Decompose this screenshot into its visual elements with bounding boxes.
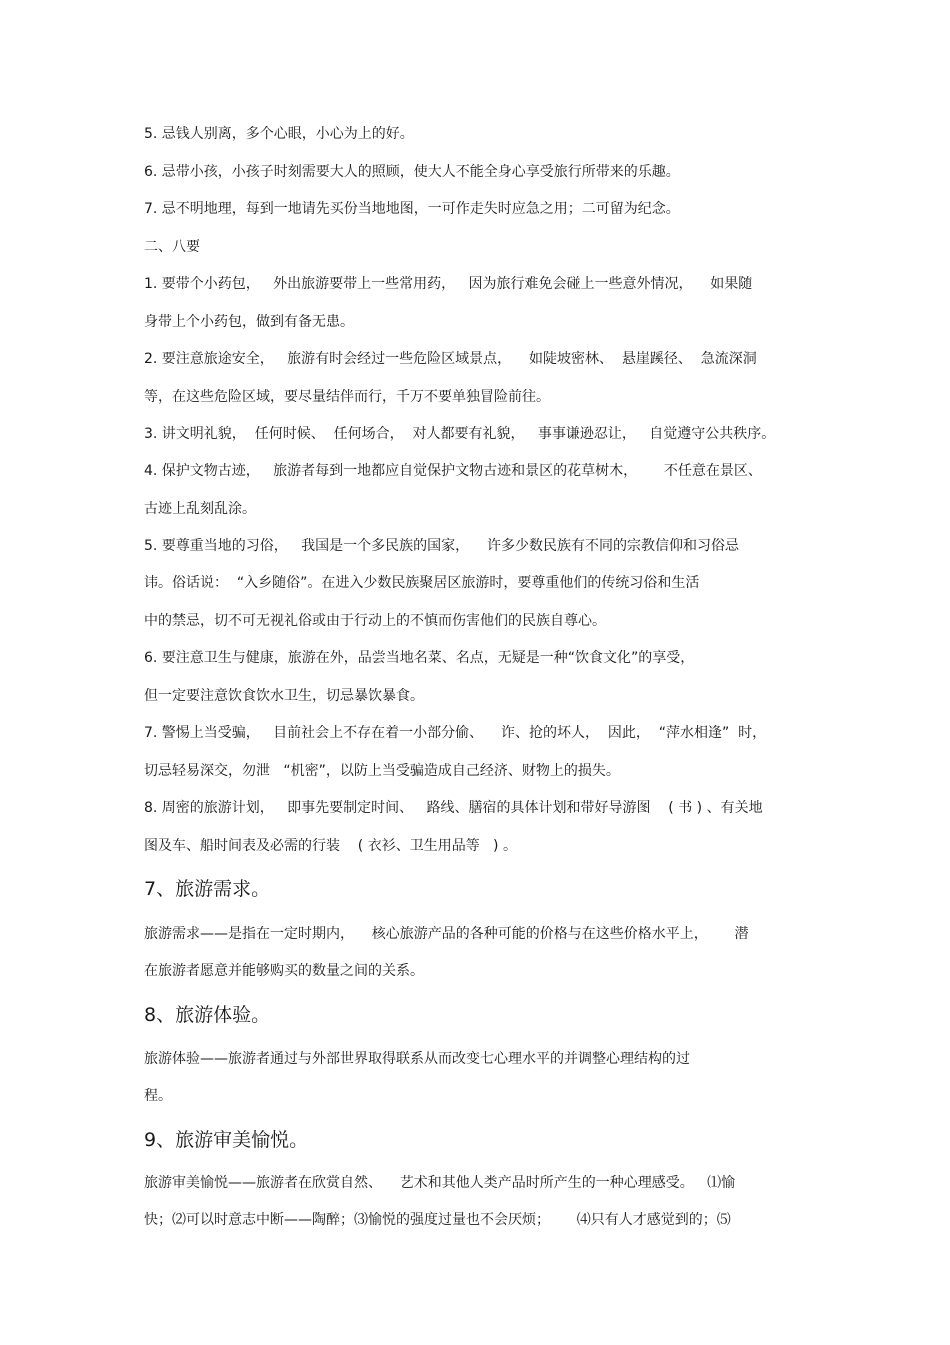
text-line: 旅游需求——是指在一定时期内， 核心旅游产品的各种可能的价格与在这些价格水平上， 潜 (144, 926, 749, 942)
section-heading: 8、旅游体验。 (144, 1004, 271, 1026)
text-line: 5. 要尊重当地的习俗， 我国是一个多民族的国家， 许多少数民族有不同的宗教信仰和习俗忌 (144, 538, 739, 554)
text-line: 二、八要 (144, 239, 200, 255)
text-line: 但一定要注意饮食饮水卫生，切忌暴饮暴食。 (144, 688, 424, 704)
text-line: 图及车、船时间表及必需的行装 ( 衣衫、卫生用品等 ) 。 (144, 838, 517, 854)
text-line: 4. 保护文物古迹， 旅游者每到一地都应自觉保护文物古迹和景区的花草树木， 不任意在景区、 (144, 463, 762, 479)
text-line: 6. 要注意卫生与健康，旅游在外，品尝当地名菜、名点，无疑是一种“饮食文化”的享受， (144, 650, 695, 666)
text-line: 3. 讲文明礼貌， 任何时候、 任何场合， 对人都要有礼貌， 事事谦逊忍让， 自觉遵守公共秩序。 (144, 426, 776, 442)
text-line: 切忌轻易深交，勿泄 “机密”，以防上当受骗造成自己经济、财物上的损失。 (144, 763, 620, 779)
text-line: 快；⑵可以时意志中断——陶醉；⑶愉悦的强度过量也不会厌烦； ⑷只有人才感觉到的；⑸ (144, 1212, 731, 1228)
text-line: 在旅游者愿意并能够购买的数量之间的关系。 (144, 963, 424, 979)
text-line: 等，在这些危险区域，要尽量结伴而行，千万不要单独冒险前往。 (144, 389, 550, 405)
text-line: 旅游体验——旅游者通过与外部世界取得联系从而改变七心理水平的并调整心理结构的过 (144, 1051, 690, 1067)
section-heading: 9、旅游审美愉悦。 (144, 1129, 309, 1151)
text-line: 中的禁忌，切不可无视礼俗或由于行动上的不慎而伤害他们的民族自尊心。 (144, 613, 606, 629)
text-line: 6. 忌带小孩，小孩子时刻需要大人的照顾，使大人不能全身心享受旅行所带来的乐趣。 (144, 164, 680, 180)
text-line: 讳。俗话说： “入乡随俗”。在进入少数民族聚居区旅游时，要尊重他们的传统习俗和生活 (144, 575, 700, 591)
text-line: 旅游审美愉悦——旅游者在欣赏自然、 艺术和其他人类产品时所产生的一种心理感受。 ⑴愉 (144, 1175, 736, 1191)
text-line: 1. 要带个小药包， 外出旅游要带上一些常用药， 因为旅行难免会碰上一些意外情况， 如果随 (144, 276, 753, 292)
section-heading: 7、旅游需求。 (144, 878, 271, 900)
text-line: 程。 (144, 1088, 172, 1104)
text-line: 5. 忌钱人别离，多个心眼，小心为上的好。 (144, 126, 414, 142)
text-line: 身带上个小药包，做到有备无患。 (144, 314, 354, 330)
text-line: 7. 警惕上当受骗， 目前社会上不存在着一小部分偷、 诈、抢的坏人， 因此， “萍水相逢” 时， (144, 725, 767, 741)
text-line: 古迹上乱刻乱涂。 (144, 501, 256, 517)
text-line: 7. 忌不明地理，每到一地请先买份当地地图，一可作走失时应急之用；二可留为纪念。 (144, 201, 680, 217)
text-line: 2. 要注意旅途安全， 旅游有时会经过一些危险区域景点， 如陡坡密林、 悬崖蹊径、 急流深洞 (144, 351, 757, 367)
text-line: 8. 周密的旅游计划， 即事先要制定时间、 路线、膳宿的具体计划和带好导游图 ( 书 ) 、有关地 (144, 800, 763, 816)
